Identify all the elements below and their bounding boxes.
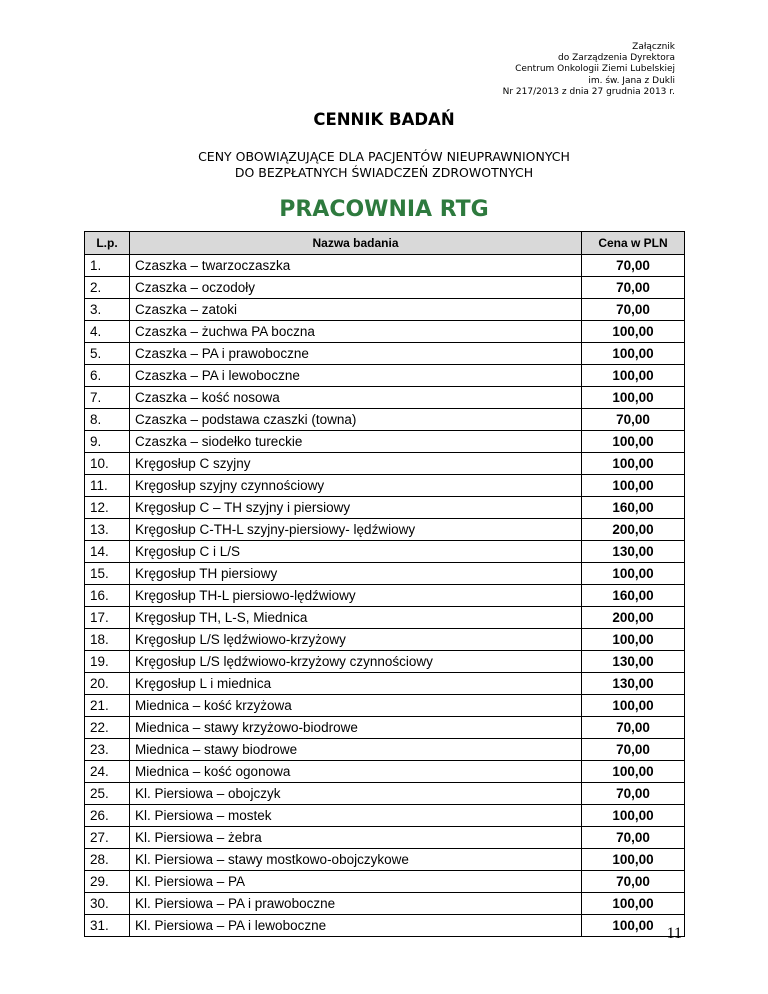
- table-row: [85, 871, 685, 893]
- row-number: 31.: [85, 915, 130, 937]
- exam-price: 130,00: [582, 651, 685, 673]
- table-row: [85, 431, 685, 453]
- exam-name: Miednica – stawy krzyżowo-biodrowe: [130, 717, 582, 739]
- table-row: [85, 607, 685, 629]
- exam-name: Kl. Piersiowa – mostek: [130, 805, 582, 827]
- exam-price: 100,00: [582, 893, 685, 915]
- table-row: [85, 673, 685, 695]
- price-table-body: [85, 255, 685, 937]
- row-number: 17.: [85, 607, 130, 629]
- exam-price: 200,00: [582, 607, 685, 629]
- exam-name: Czaszka – twarzoczaszka: [130, 255, 582, 277]
- row-number: 30.: [85, 893, 130, 915]
- exam-name: Kręgosłup szyjny czynnościowy: [130, 475, 582, 497]
- table-row: [85, 299, 685, 321]
- exam-price: 130,00: [582, 541, 685, 563]
- attachment-line: Załącznik: [632, 42, 675, 52]
- row-number: 26.: [85, 805, 130, 827]
- document-title: CENNIK BADAŃ: [313, 110, 455, 129]
- table-row: [85, 365, 685, 387]
- row-number: 29.: [85, 871, 130, 893]
- exam-name: Kręgosłup TH, L-S, Miednica: [130, 607, 582, 629]
- exam-name: Czaszka – PA i lewoboczne: [130, 365, 582, 387]
- table-row: [85, 497, 685, 519]
- table-row: [85, 321, 685, 343]
- row-number: 18.: [85, 629, 130, 651]
- row-number: 6.: [85, 365, 130, 387]
- row-number: 22.: [85, 717, 130, 739]
- exam-price: 100,00: [582, 365, 685, 387]
- exam-price: 160,00: [582, 497, 685, 519]
- exam-name: Kl. Piersiowa – PA i prawoboczne: [130, 893, 582, 915]
- table-row: [85, 453, 685, 475]
- row-number: 4.: [85, 321, 130, 343]
- table-header-row: [85, 232, 685, 255]
- table-row: [85, 893, 685, 915]
- exam-price: 100,00: [582, 563, 685, 585]
- table-row: [85, 387, 685, 409]
- table-row: [85, 629, 685, 651]
- exam-price: 100,00: [582, 805, 685, 827]
- subtitle-line: DO BEZPŁATNYCH ŚWIADCZEŃ ZDROWOTNYCH: [234, 165, 534, 180]
- table-row: [85, 277, 685, 299]
- exam-name: Kręgosłup TH-L piersiowo-lędźwiowy: [130, 585, 582, 607]
- row-number: 10.: [85, 453, 130, 475]
- exam-name: Czaszka – żuchwa PA boczna: [130, 321, 582, 343]
- table-row: [85, 739, 685, 761]
- table-row: [85, 783, 685, 805]
- row-number: 27.: [85, 827, 130, 849]
- exam-price: 100,00: [582, 387, 685, 409]
- exam-price: 100,00: [582, 475, 685, 497]
- table-row: [85, 761, 685, 783]
- exam-name: Czaszka – kość nosowa: [130, 387, 582, 409]
- page-number: 11: [666, 925, 682, 942]
- table-row: [85, 563, 685, 585]
- table-row: [85, 519, 685, 541]
- exam-price: 70,00: [582, 409, 685, 431]
- table-row: [85, 805, 685, 827]
- table-row: [85, 651, 685, 673]
- exam-price: 70,00: [582, 717, 685, 739]
- table-row: [85, 695, 685, 717]
- exam-name: Czaszka – podstawa czaszki (towna): [130, 409, 582, 431]
- exam-price: 100,00: [582, 321, 685, 343]
- exam-price: 100,00: [582, 431, 685, 453]
- subtitle-line: CENY OBOWIĄZUJĄCE DLA PACJENTÓW NIEUPRAWNIONYCH: [198, 149, 570, 164]
- table-row: [85, 915, 685, 937]
- exam-price: 70,00: [582, 827, 685, 849]
- row-number: 16.: [85, 585, 130, 607]
- exam-price: 100,00: [582, 915, 685, 937]
- exam-price: 100,00: [582, 629, 685, 651]
- table-row: [85, 541, 685, 563]
- exam-name: Kręgosłup L/S lędźwiowo-krzyżowy: [130, 629, 582, 651]
- exam-name: Kręgosłup L/S lędźwiowo-krzyżowy czynnościowy: [130, 651, 582, 673]
- exam-name: Czaszka – oczodoły: [130, 277, 582, 299]
- attachment-line: im. św. Jana z Dukli: [588, 75, 675, 86]
- row-number: 23.: [85, 739, 130, 761]
- exam-name: Kręgosłup C i L/S: [130, 541, 582, 563]
- attachment-line: do Zarządzenia Dyrektora: [557, 53, 675, 64]
- exam-name: Kl. Piersiowa – PA: [130, 871, 582, 893]
- table-row: [85, 409, 685, 431]
- exam-name: Kl. Piersiowa – stawy mostkowo-obojczykowe: [130, 849, 582, 871]
- row-number: 12.: [85, 497, 130, 519]
- exam-name: Kręgosłup L i miednica: [130, 673, 582, 695]
- exam-price: 70,00: [582, 783, 685, 805]
- table-row: [85, 585, 685, 607]
- exam-price: 100,00: [582, 343, 685, 365]
- exam-price: 200,00: [582, 519, 685, 541]
- attachment-note: [503, 42, 675, 98]
- exam-price: 100,00: [582, 695, 685, 717]
- row-number: 7.: [85, 387, 130, 409]
- header-price: Cena w PLN: [582, 232, 685, 255]
- exam-price: 160,00: [582, 585, 685, 607]
- exam-name: Kl. Piersiowa – PA i lewoboczne: [130, 915, 582, 937]
- row-number: 11.: [85, 475, 130, 497]
- row-number: 2.: [85, 277, 130, 299]
- row-number: 15.: [85, 563, 130, 585]
- exam-price: 100,00: [582, 849, 685, 871]
- table-row: [85, 255, 685, 277]
- row-number: 8.: [85, 409, 130, 431]
- exam-name: Kręgosłup C szyjny: [130, 453, 582, 475]
- row-number: 13.: [85, 519, 130, 541]
- exam-name: Czaszka – PA i prawoboczne: [130, 343, 582, 365]
- exam-name: Miednica – kość ogonowa: [130, 761, 582, 783]
- header-lp: L.p.: [85, 232, 130, 255]
- table-row: [85, 475, 685, 497]
- row-number: 28.: [85, 849, 130, 871]
- exam-name: Czaszka – zatoki: [130, 299, 582, 321]
- exam-price: 70,00: [582, 871, 685, 893]
- header-name: Nazwa badania: [130, 232, 582, 255]
- exam-price: 130,00: [582, 673, 685, 695]
- exam-name: Miednica – stawy biodrowe: [130, 739, 582, 761]
- exam-price: 100,00: [582, 453, 685, 475]
- row-number: 25.: [85, 783, 130, 805]
- row-number: 14.: [85, 541, 130, 563]
- exam-price: 100,00: [582, 761, 685, 783]
- document-subtitle: [0, 149, 768, 181]
- exam-price: 70,00: [582, 277, 685, 299]
- table-row: [85, 717, 685, 739]
- table-row: [85, 849, 685, 871]
- row-number: 19.: [85, 651, 130, 673]
- row-number: 5.: [85, 343, 130, 365]
- row-number: 20.: [85, 673, 130, 695]
- price-table: [84, 231, 685, 937]
- exam-name: Miednica – kość krzyżowa: [130, 695, 582, 717]
- row-number: 3.: [85, 299, 130, 321]
- exam-price: 70,00: [582, 299, 685, 321]
- row-number: 1.: [85, 255, 130, 277]
- exam-name: Kl. Piersiowa – żebra: [130, 827, 582, 849]
- exam-price: 70,00: [582, 255, 685, 277]
- exam-name: Kręgosłup C-TH-L szyjny-piersiowy- lędźwiowy: [130, 519, 582, 541]
- exam-name: Kręgosłup TH piersiowy: [130, 563, 582, 585]
- table-row: [85, 343, 685, 365]
- row-number: 21.: [85, 695, 130, 717]
- exam-name: Kl. Piersiowa – obojczyk: [130, 783, 582, 805]
- exam-price: 70,00: [582, 739, 685, 761]
- attachment-line: Centrum Onkologii Ziemi Lubelskiej: [515, 64, 675, 75]
- exam-name: Czaszka – siodełko tureckie: [130, 431, 582, 453]
- attachment-line: Nr 217/2013 z dnia 27 grudnia 2013 r.: [502, 86, 675, 97]
- table-row: [85, 827, 685, 849]
- row-number: 24.: [85, 761, 130, 783]
- section-title: PRACOWNIA RTG: [279, 197, 489, 222]
- row-number: 9.: [85, 431, 130, 453]
- exam-name: Kręgosłup C – TH szyjny i piersiowy: [130, 497, 582, 519]
